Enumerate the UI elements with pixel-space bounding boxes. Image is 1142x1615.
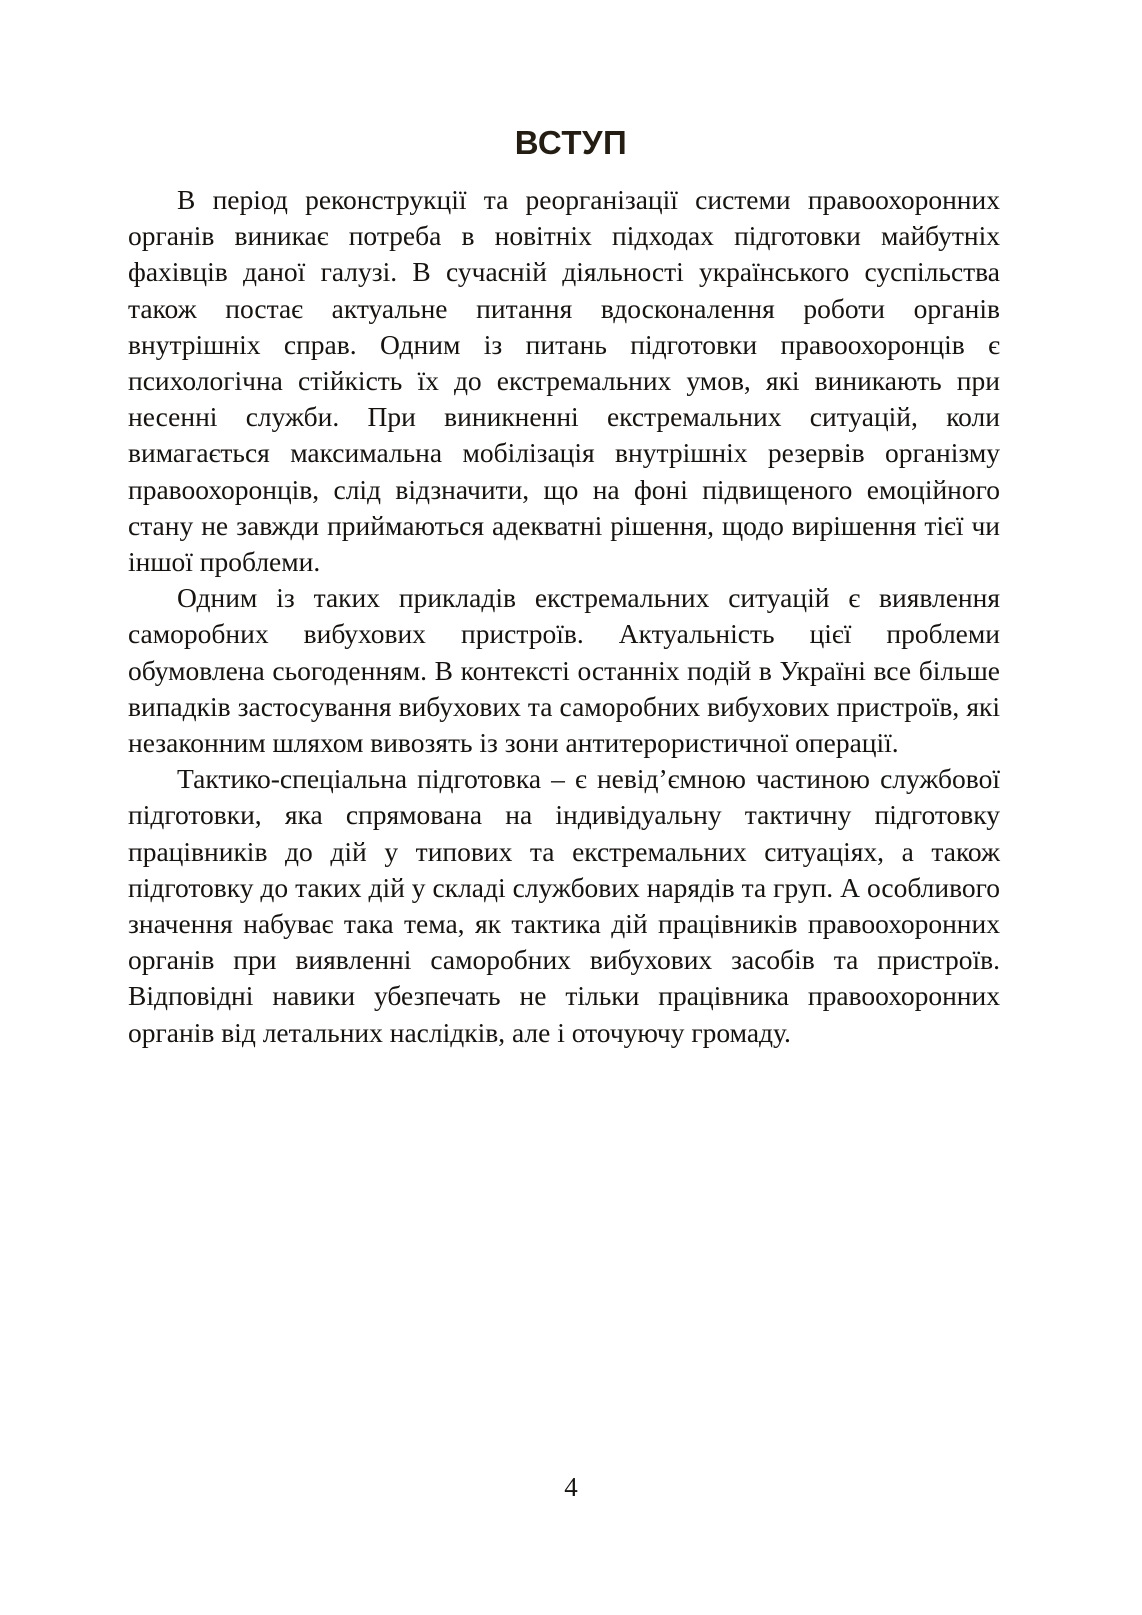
paragraph: Одним із таких прикладів екстремальних ситуацій є виявлення саморобних вибухових пристроїв. Актуальність цієї проблеми обумовлена сьогоденням. В контексті останніх подій в Україні все більше випадків застосування вибухових та саморобних вибухових пристроїв, які незаконним шляхом вивозять із зони антитерористичної операції. bbox=[128, 582, 1000, 759]
page-title: ВСТУП bbox=[514, 124, 628, 162]
paragraph: В період реконструкції та реорганізації системи правоохоронних органів виникає потреба в новітніх підходах підготовки майбутніх фахівців даної галузі. В сучасній діяльності українського суспільства також постає актуальне питання вдосконалення роботи органів внутрішніх справ. Одним із питань підготовки правоохоронців є психологічна стійкість їх до екстремальних умов, які виникають при несенні служби. При виникненні екстремальних ситуацій, коли вимагається максимальна мобілізація внутрішніх резервів організму правоохоронців, слід відзначити, що на фоні підвищеного емоційного стану не завжди приймаються адекватні рішення, щодо вирішення тієї чи іншої проблеми. bbox=[128, 184, 1000, 578]
page-number: 4 bbox=[564, 1472, 578, 1502]
paragraph: Тактико-спеціальна підготовка – є невід’ємною частиною службової підготовки, яка спрямована на індивідуальну тактичну підготовку працівників до дій у типових та екстремальних ситуаціях, а також підготовку до таких дій у складі службових нарядів та груп. А особливого значення набуває така тема, як тактика дій працівників правоохоронних органів при виявленні саморобних вибухових засобів та пристроїв. Відповідні навики убезпечать не тільки працівника правоохоронних органів від летальних наслідків, але і оточуючу громаду. bbox=[128, 763, 1000, 1048]
document-body bbox=[128, 182, 1000, 1051]
